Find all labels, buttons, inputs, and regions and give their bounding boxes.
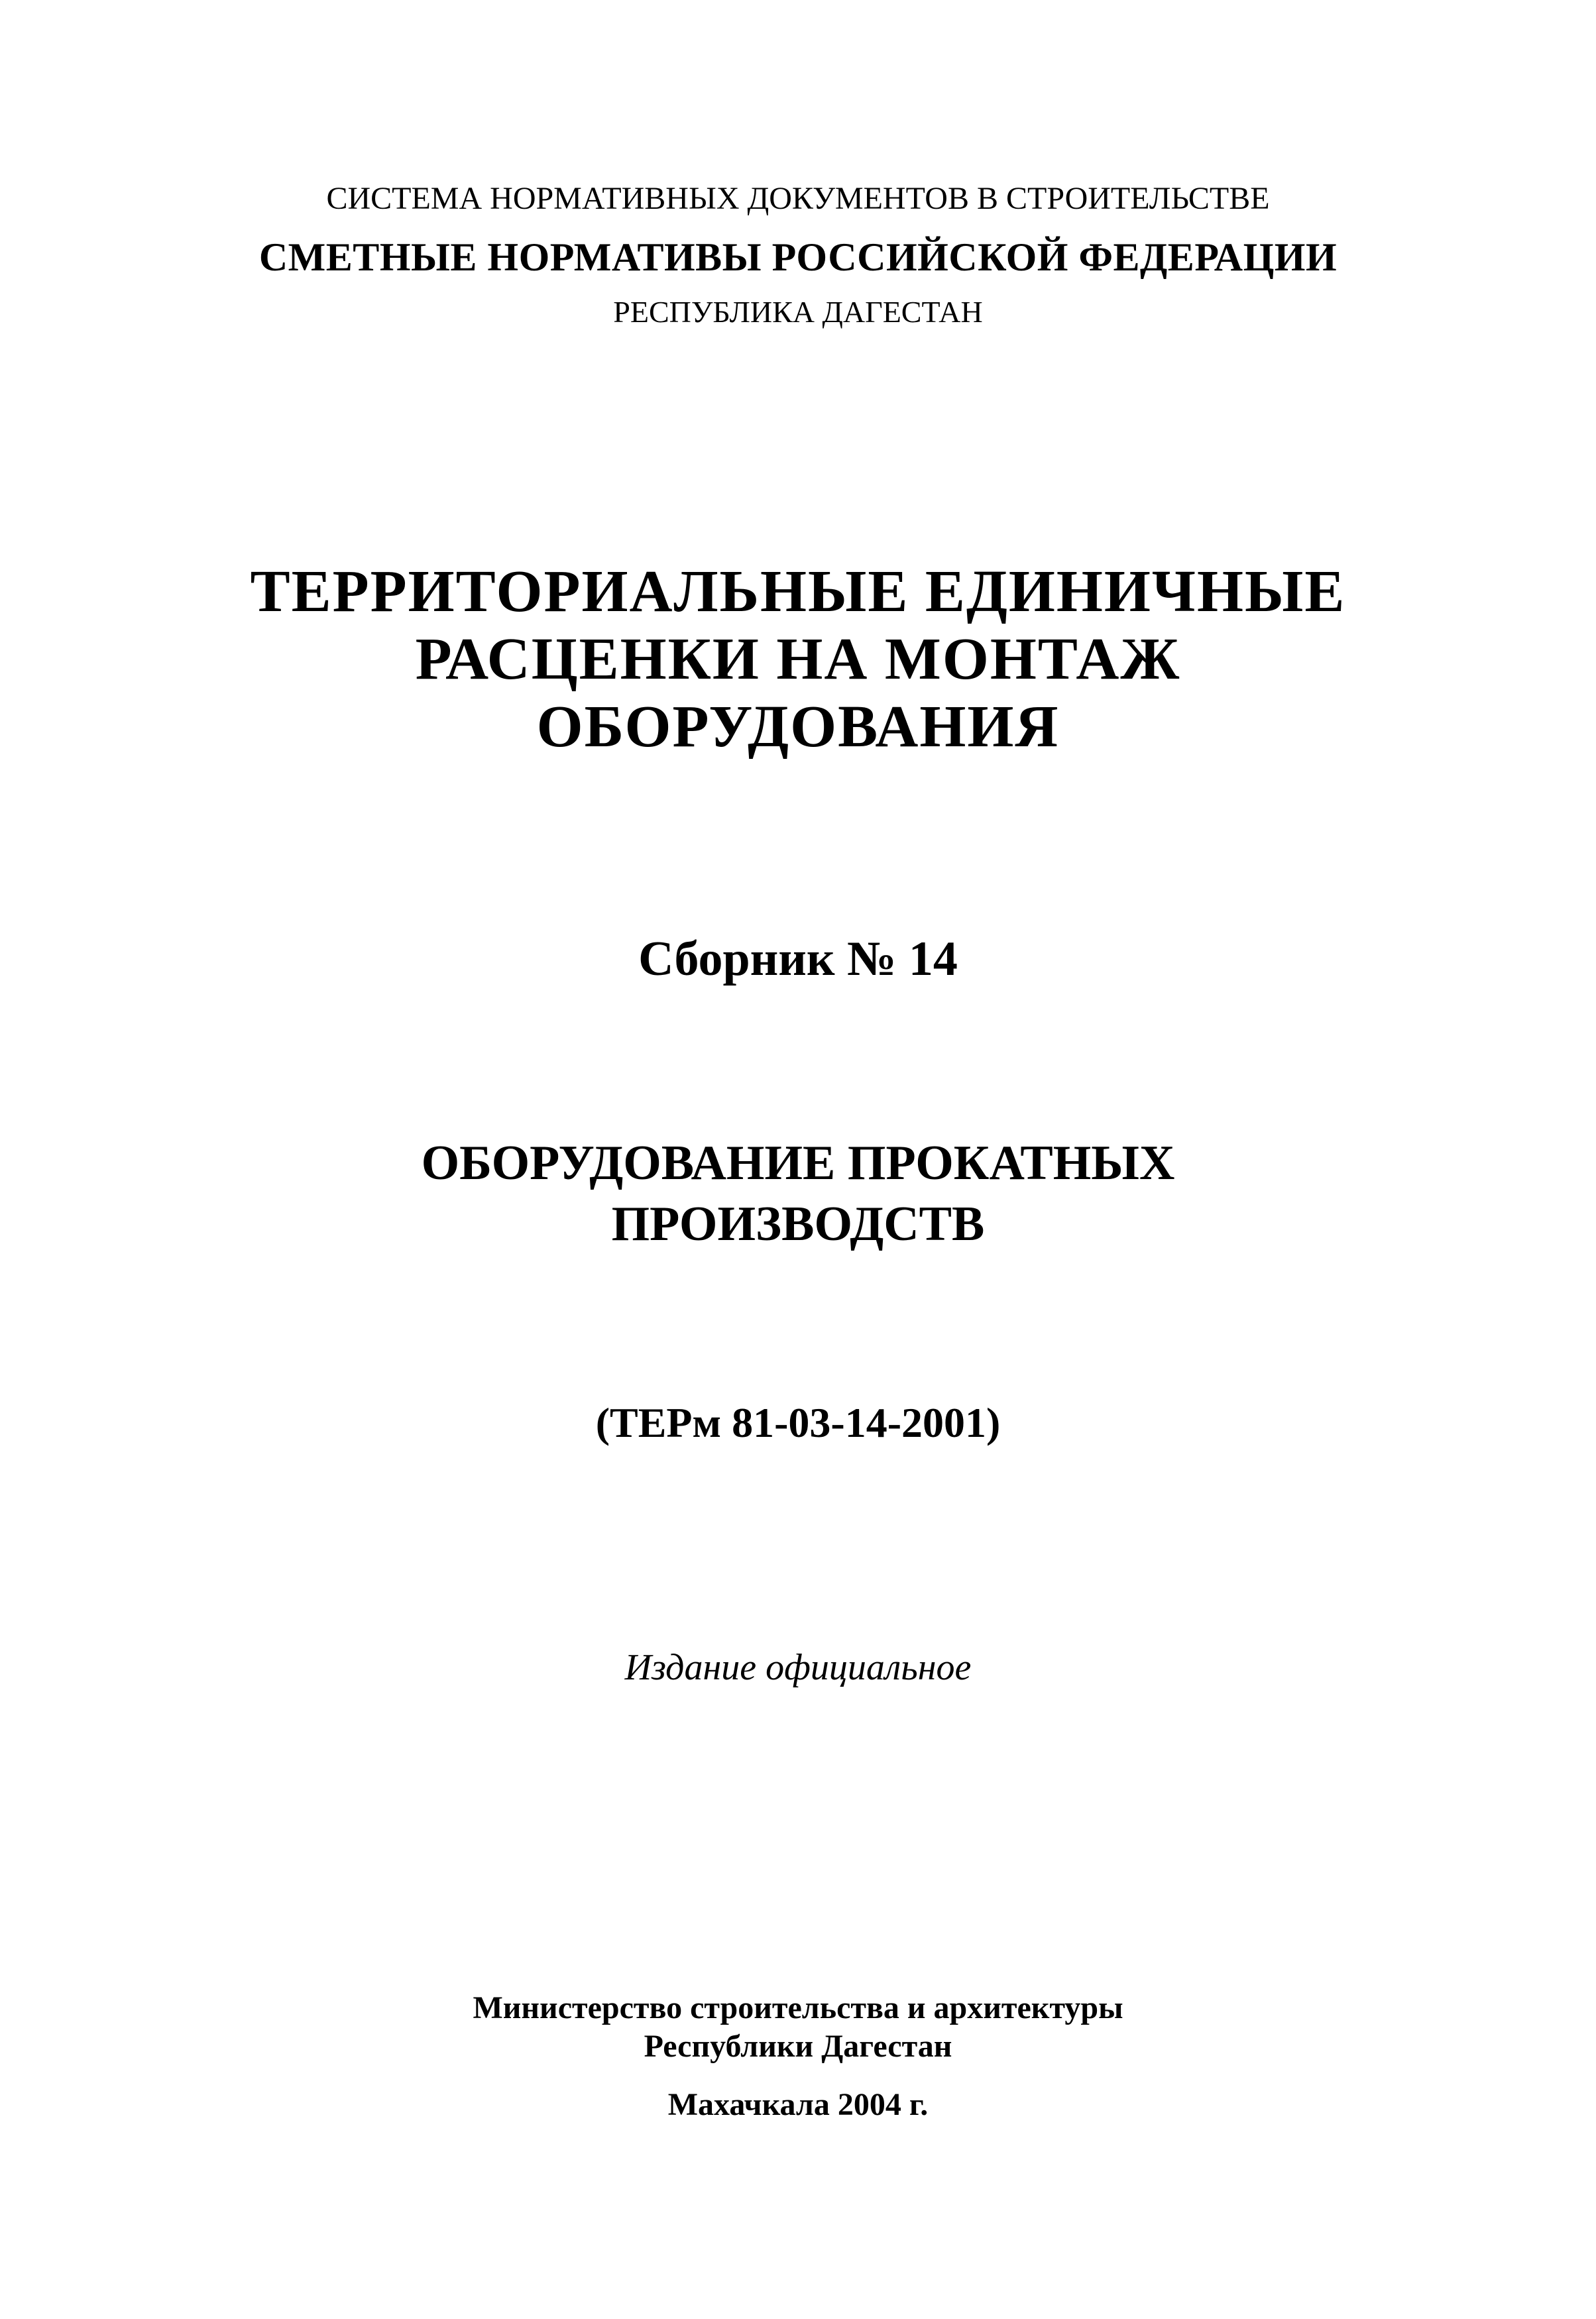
- edition-label: Издание официальное: [624, 1647, 972, 1688]
- publisher-line-2: Республики Дагестан: [644, 2029, 952, 2064]
- collection-number: Сборник № 14: [638, 932, 958, 986]
- region-text: РЕСПУБЛИКА ДАГЕСТАН: [613, 295, 983, 329]
- subject-title-line-1: ОБОРУДОВАНИЕ ПРОКАТНЫХ: [421, 1136, 1175, 1190]
- main-title-line-3: ОБОРУДОВАНИЯ: [536, 694, 1060, 760]
- subject-title-line-2: ПРОИЗВОДСТВ: [611, 1197, 985, 1251]
- publication-place-year: Махачкала 2004 г.: [667, 2087, 929, 2122]
- main-title-line-1: ТЕРРИТОРИАЛЬНЫЕ ЕДИНИЧНЫЕ: [250, 559, 1346, 624]
- publisher-line-1: Министерство строительства и архитектуры: [473, 1990, 1123, 2025]
- series-system-text: СИСТЕМА НОРМАТИВНЫХ ДОКУМЕНТОВ В СТРОИТЕЛЬСТВЕ: [326, 181, 1270, 216]
- document-code: (ТЕРм 81-03-14-2001): [595, 1399, 1001, 1446]
- series-title: СМЕТНЫЕ НОРМАТИВЫ РОССИЙСКОЙ ФЕДЕРАЦИИ: [258, 235, 1338, 279]
- main-title-line-2: РАСЦЕНКИ НА МОНТАЖ: [415, 626, 1181, 692]
